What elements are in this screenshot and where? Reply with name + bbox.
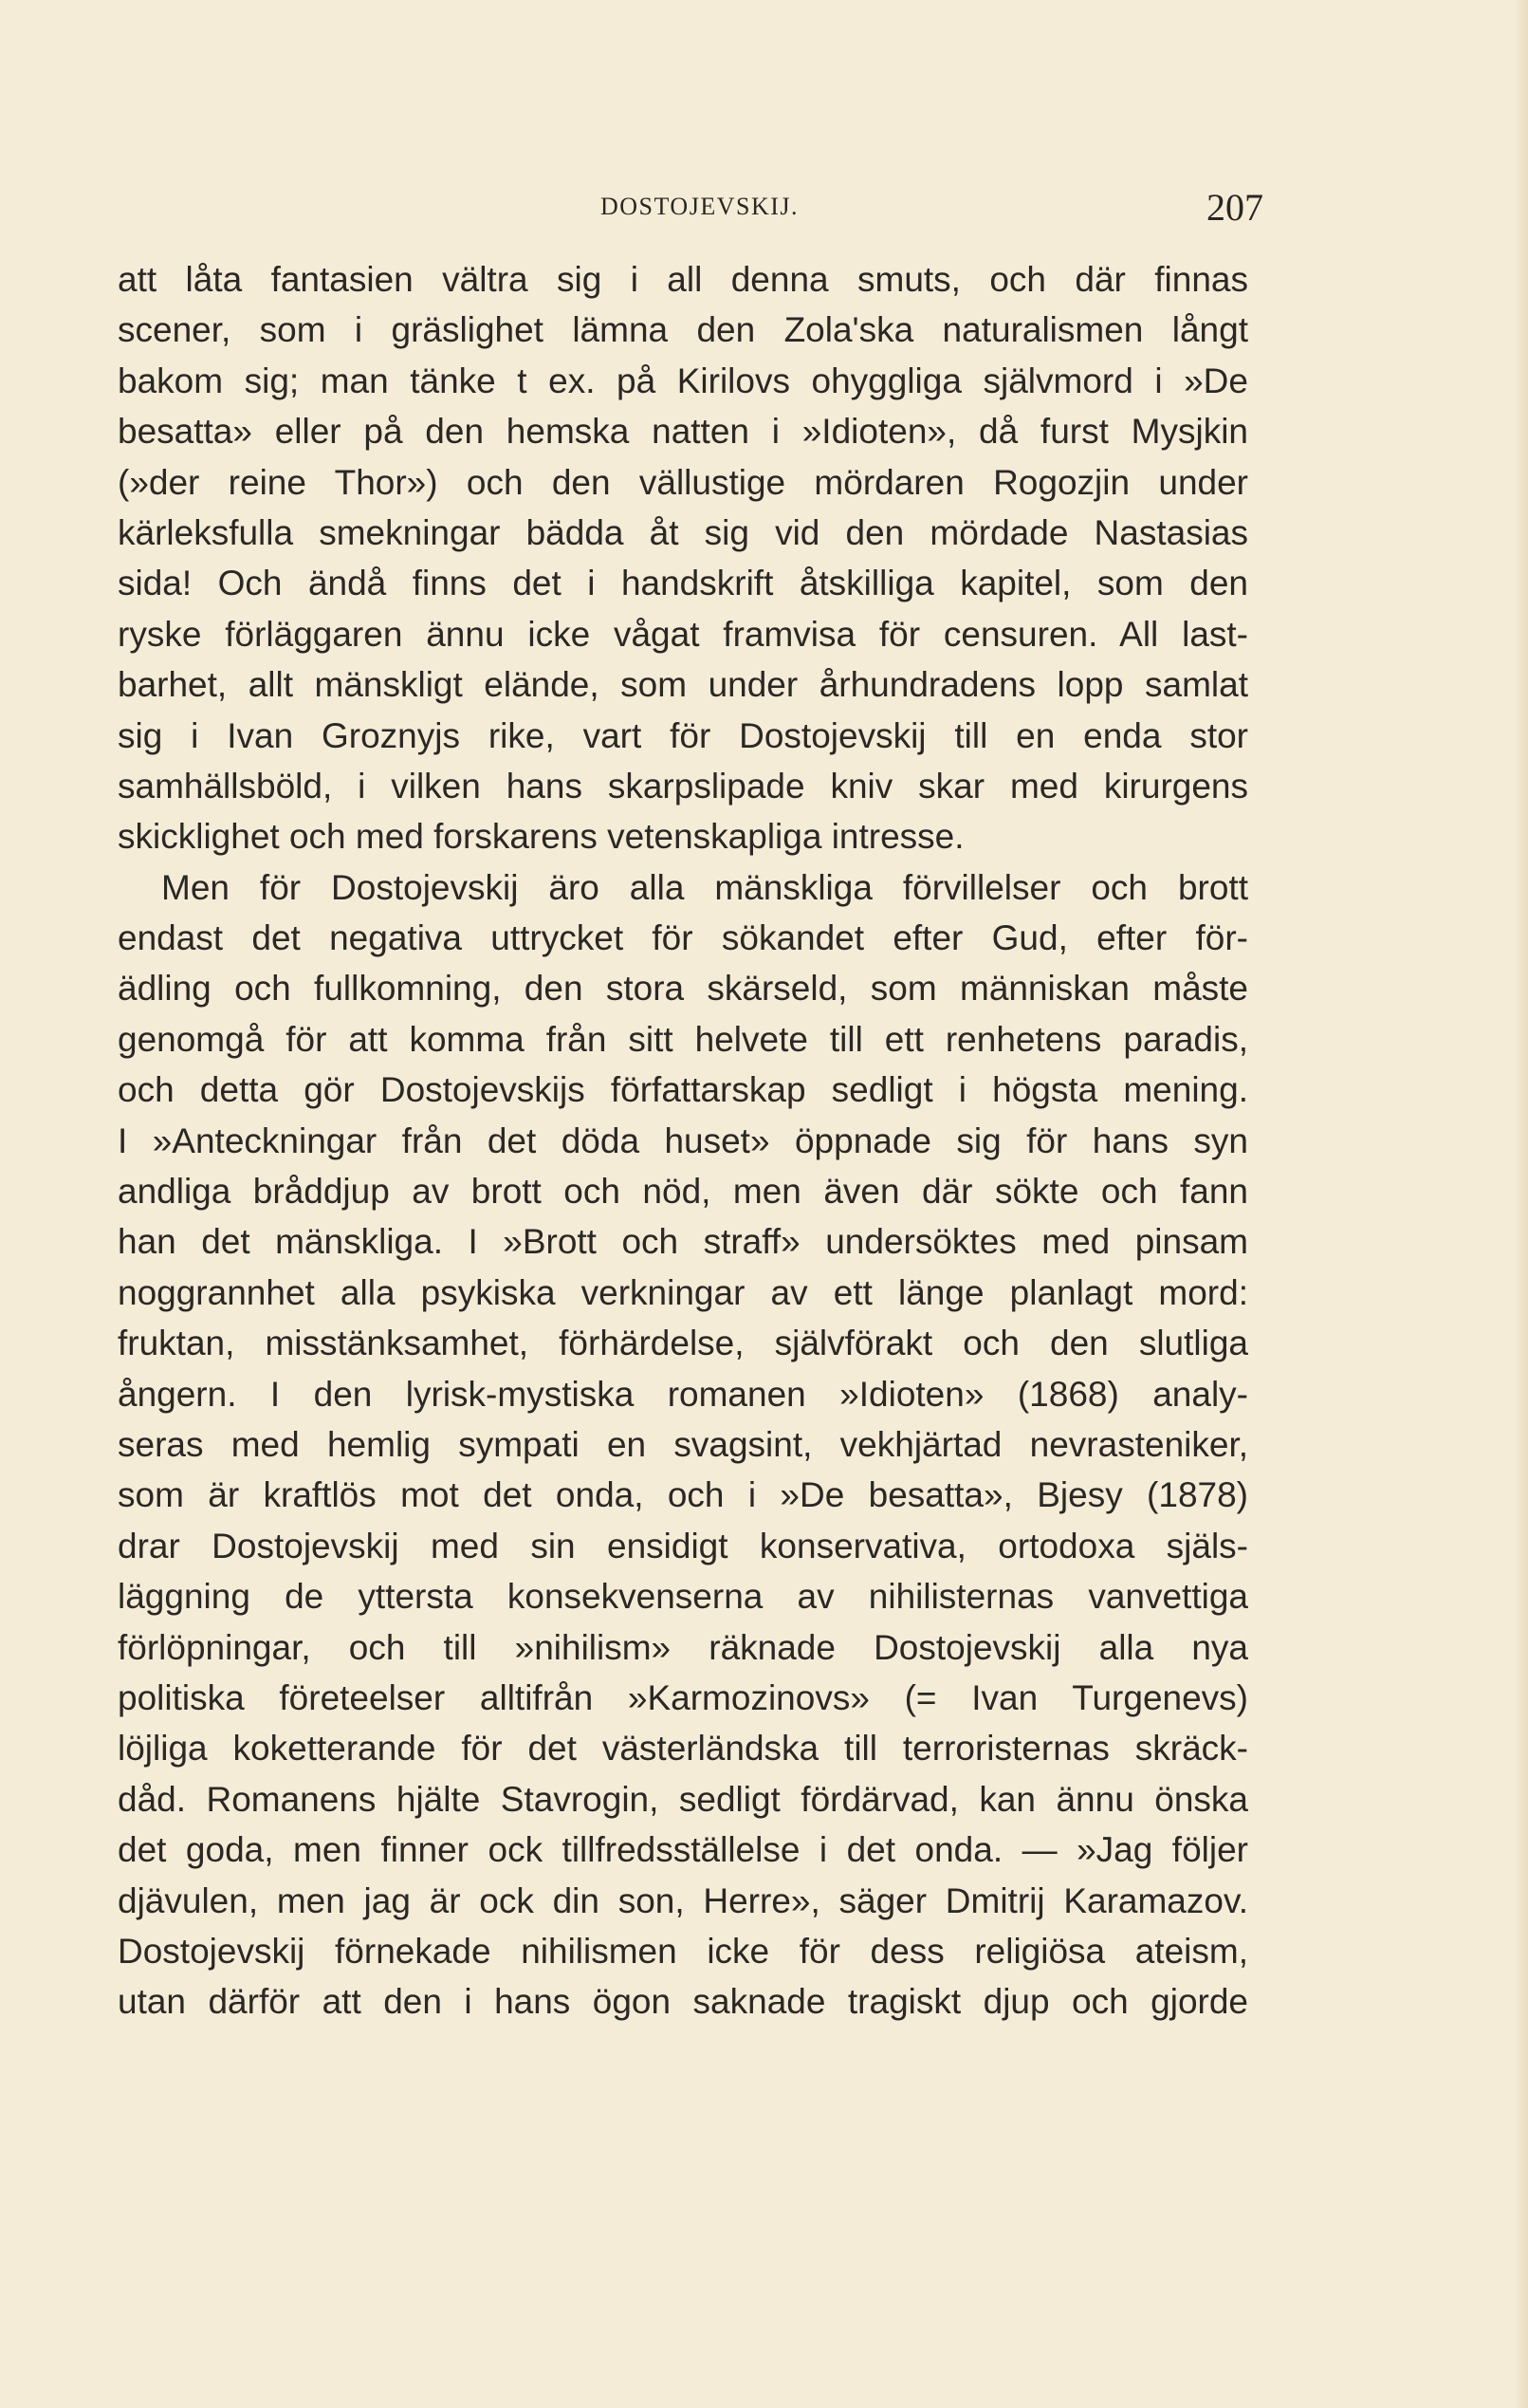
- text-line: dåd. Romanens hjälte Stavrogin, sedligt fördärvad, kan ännu önska: [118, 1779, 1248, 1819]
- text-line: drar Dostojevskij med sin ensidigt konservativa, ortodoxa själs-: [118, 1526, 1248, 1565]
- text-line: politiska företeelser alltifrån »Karmozinovs» (= Ivan Turgenevs): [118, 1677, 1248, 1717]
- text-line: fruktan, misstänksamhet, förhärdelse, självförakt och den slutliga: [118, 1324, 1248, 1363]
- text-line: seras med hemlig sympati en svagsint, vekhjärtad nevrasteniker,: [118, 1424, 1248, 1464]
- text-line: och detta gör Dostojevskijs författarskap sedligt i högsta mening.: [118, 1070, 1248, 1110]
- running-head: [121, 186, 1263, 234]
- text-line: skicklighet och med forskarens vetenskapliga intresse.: [118, 817, 965, 857]
- text-line: han det mänskliga. I »Brott och straff» undersöktes med pinsam: [118, 1222, 1248, 1262]
- text-line: löjliga koketterande för det västerländska till terroristernas skräck-: [118, 1729, 1248, 1769]
- text-line: bakom sig; man tänke t ex. på Kirilovs ohyggliga självmord i »De: [118, 361, 1248, 400]
- text-line: Men för Dostojevskij äro alla mänskliga förvillelser och brott: [161, 867, 1248, 907]
- text-line: det goda, men finner ock tillfredsställelse i det onda. — »Jag följer: [118, 1830, 1248, 1870]
- text-line: förlöpningar, och till »nihilism» räknade Dostojevskij alla nya: [118, 1627, 1248, 1667]
- text-line: barhet, allt mänskligt elände, som under århundradens lopp samlat: [118, 665, 1248, 705]
- text-line: scener, som i gräslighet lämna den Zola'ska naturalismen långt: [118, 310, 1248, 350]
- text-line: Dostojevskij förnekade nihilismen icke för dess religiösa ateism,: [118, 1931, 1248, 1971]
- text-line: utan därför att den i hans ögon saknade tragiskt djup och gjorde: [118, 1982, 1248, 2022]
- text-line: ryske förläggaren ännu icke vågat framvisa för censuren. All last-: [118, 614, 1248, 654]
- page-number: 207: [1206, 186, 1263, 229]
- text-line: I »Anteckningar från det döda huset» öppnade sig för hans syn: [118, 1121, 1248, 1160]
- text-line: ångern. I den lyrisk-mystiska romanen »Idioten» (1868) analy-: [118, 1374, 1248, 1414]
- text-line: noggrannhet alla psykiska verkningar av ett länge planlagt mord:: [118, 1272, 1248, 1312]
- text-line: kärleksfulla smekningar bädda åt sig vid den mördade Nastasias: [118, 512, 1248, 552]
- text-line: (»der reine Thor») och den vällustige mördaren Rogozjin under: [118, 462, 1248, 502]
- running-title: DOSTOJEVSKIJ.: [600, 193, 799, 220]
- text-line: som är kraftlös mot det onda, och i »De besatta», Bjesy (1878): [118, 1475, 1248, 1515]
- text-line: djävulen, men jag är ock din son, Herre», säger Dmitrij Karamazov.: [118, 1880, 1248, 1920]
- text-line: sig i Ivan Groznyjs rike, vart för Dostojevskij till en enda stor: [118, 715, 1248, 755]
- text-line: andliga bråddjup av brott och nöd, men även där sökte och fann: [118, 1172, 1248, 1212]
- text-line: att låta fantasien vältra sig i all denna smuts, och där finnas: [118, 260, 1248, 299]
- text-line: genomgå för att komma från sitt helvete till ett renhetens paradis,: [118, 1019, 1248, 1059]
- body-text: [118, 254, 1248, 2028]
- text-line: endast det negativa uttrycket för sökandet efter Gud, efter för-: [118, 918, 1248, 958]
- text-line: sida! Och ändå finns det i handskrift åtskilliga kapitel, som den: [118, 564, 1248, 603]
- text-line: besatta» eller på den hemska natten i »Idioten», då furst Mysjkin: [118, 412, 1248, 452]
- text-line: läggning de yttersta konsekvenserna av nihilisternas vanvettiga: [118, 1577, 1248, 1617]
- page-edge: [1515, 0, 1528, 2408]
- text-line: ädling och fullkomning, den stora skärseld, som människan måste: [118, 969, 1248, 1009]
- text-line: samhällsböld, i vilken hans skarpslipade kniv skar med kirurgens: [118, 766, 1248, 806]
